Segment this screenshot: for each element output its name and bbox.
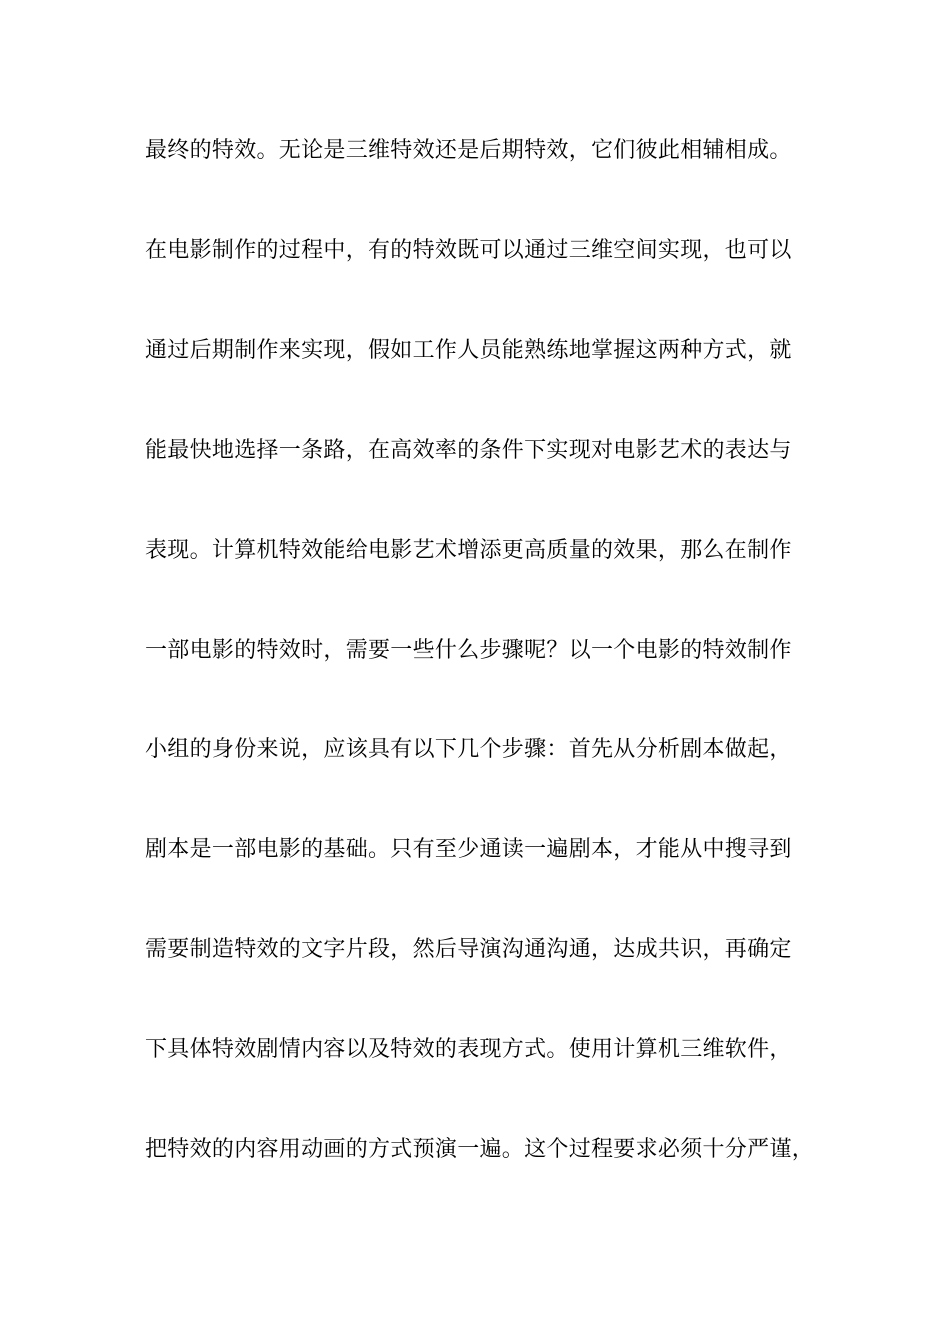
text-line: 下具体特效剧情内容以及特效的表现方式。使用计算机三维软件，	[145, 1037, 792, 1062]
text-line: 剧本是一部电影的基础。只有至少通读一遍剧本，才能从中搜寻到	[145, 837, 792, 862]
text-line: 最终的特效。无论是三维特效还是后期特效，它们彼此相辅相成。	[145, 138, 792, 163]
text-line: 通过后期制作来实现，假如工作人员能熟练地掌握这两种方式，就	[145, 338, 792, 363]
text-line: 在电影制作的过程中，有的特效既可以通过三维空间实现，也可以	[145, 238, 792, 263]
text-line: 小组的身份来说，应该具有以下几个步骤：首先从分析剧本做起，	[145, 737, 792, 762]
text-line: 能最快地选择一条路，在高效率的条件下实现对电影艺术的表达与	[145, 438, 792, 463]
text-line: 一部电影的特效时，需要一些什么步骤呢？以一个电影的特效制作	[145, 638, 792, 663]
text-line: 把特效的内容用动画的方式预演一遍。这个过程要求必须十分严谨，	[145, 1137, 815, 1162]
text-line: 表现。计算机特效能给电影艺术增添更高质量的效果，那么在制作	[145, 538, 792, 563]
text-line: 需要制造特效的文字片段，然后导演沟通沟通，达成共识，再确定	[145, 937, 792, 962]
